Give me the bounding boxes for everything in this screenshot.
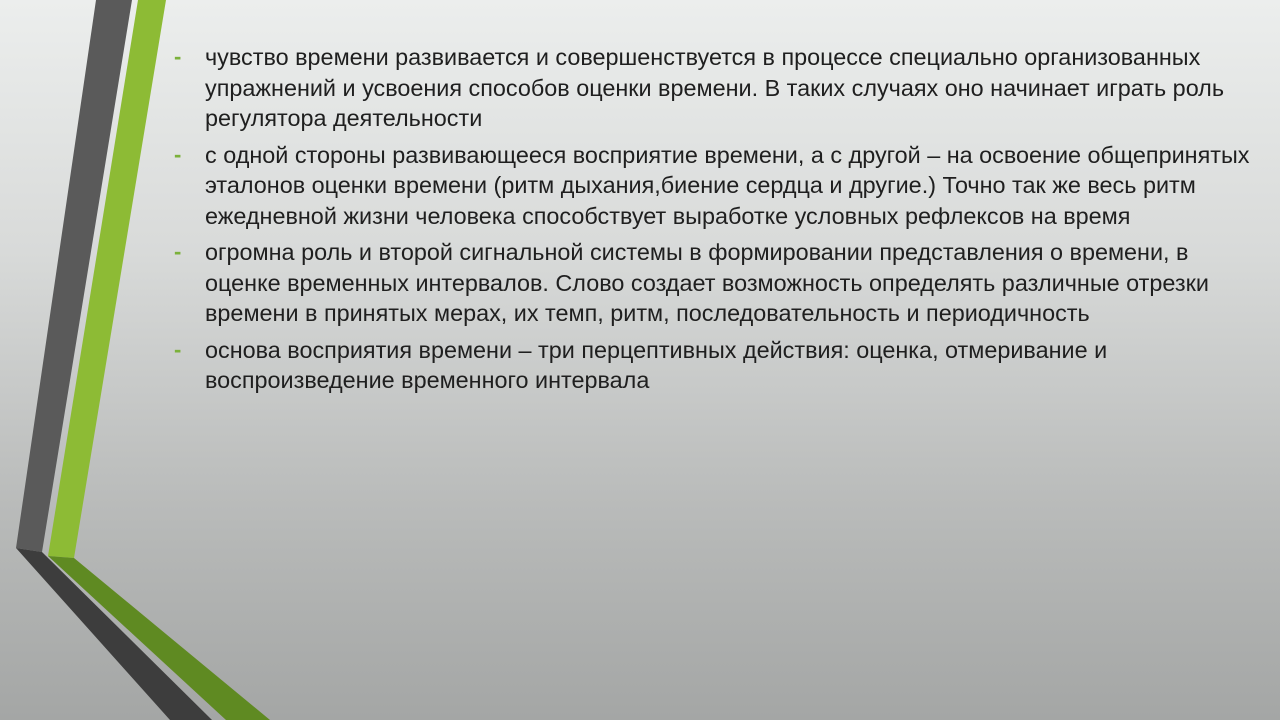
bullet-item <box>170 42 1260 134</box>
bullet-text: с одной стороны развивающееся восприятие времени, а с другой – на освоение общепринятых эталонов оценки времени (ритм дыхания,биение сердца и другие.) Точно так же весь ритм ежедневной жизни человека способствует выработке условных рефлексов на время <box>205 141 1250 229</box>
gray-stripe-lower <box>16 548 212 720</box>
slide-content <box>170 42 1260 402</box>
bullet-text: огромна роль и второй сигнальной системы в формировании представления о времени, в оценке временных интервалов. Слово создает возможность определять различные отрезки времени в принятых мерах, их темп, ритм, последовательность и периодичность <box>205 239 1209 326</box>
bullet-text: основа восприятия времени – три перцептивных действия: оценка, отмеривание и воспроизведение временного интервала <box>205 336 1108 393</box>
dash-bullet-icon: - <box>174 44 182 69</box>
bullet-item <box>170 335 1260 396</box>
dash-bullet-icon: - <box>174 141 182 167</box>
bullet-list <box>170 42 1260 396</box>
bullet-item <box>170 237 1260 329</box>
dash-bullet-icon: - <box>174 239 182 264</box>
bullet-item <box>170 140 1260 232</box>
bullet-text: чувство времени развивается и совершенствуется в процессе специально организованных упражнений и усвоения способов оценки времени. В таких случаях оно начинает играть роль регулятора деятельности <box>205 44 1225 131</box>
dash-bullet-icon: - <box>174 336 182 362</box>
